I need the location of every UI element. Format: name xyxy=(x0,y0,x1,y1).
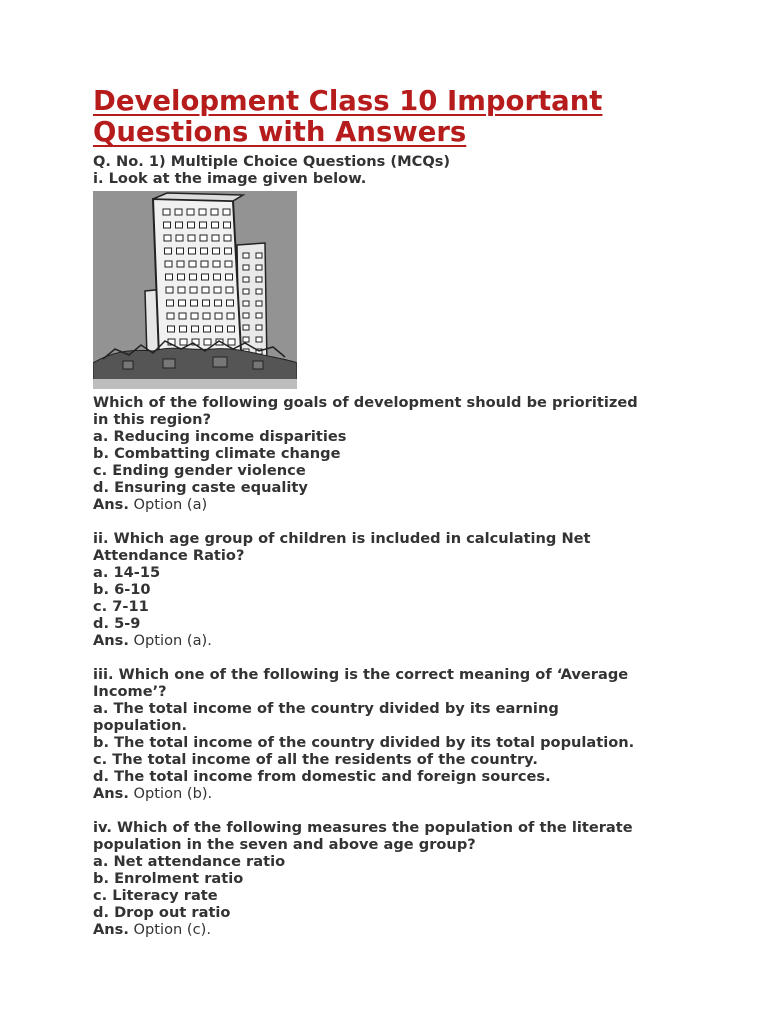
answer-label: Ans. xyxy=(93,632,129,649)
answer-option: b. Combatting climate change xyxy=(93,445,341,462)
answer-line xyxy=(93,496,693,513)
question-block xyxy=(93,666,693,819)
question-text: iii. Which one of the following is the correct meaning of ‘Average xyxy=(93,666,629,683)
answer-option: a. 14-15 xyxy=(93,564,161,581)
question-block xyxy=(93,394,693,530)
answer-line xyxy=(93,921,693,938)
question-block xyxy=(93,819,693,938)
question-text: iv. Which of the following measures the population of the literate xyxy=(93,819,633,836)
answer-option: b. Enrolment ratio xyxy=(93,870,244,887)
answer-option: b. 6-10 xyxy=(93,581,151,598)
answer-option: a. Net attendance ratio xyxy=(93,853,286,870)
question-text: Income’? xyxy=(93,683,167,700)
question-list xyxy=(93,394,693,938)
answer-label: Ans. xyxy=(93,921,129,938)
answer-text: Option (b). xyxy=(128,785,213,802)
answer-option: b. The total income of the country divided by its total population. xyxy=(93,734,635,751)
question-spacer xyxy=(93,513,693,530)
answer-label: Ans. xyxy=(93,785,129,802)
question-text: Which of the following goals of development should be prioritized xyxy=(93,394,638,411)
document-page xyxy=(93,86,693,938)
question-intro: i. Look at the image given below. xyxy=(93,170,367,187)
page-title: Development Class 10 Important Questions with Answers xyxy=(93,85,603,148)
section-heading: Q. No. 1) Multiple Choice Questions (MCQs) xyxy=(93,153,451,170)
answer-option: a. Reducing income disparities xyxy=(93,428,347,445)
question-text: in this region? xyxy=(93,411,212,428)
question-text: population in the seven and above age group? xyxy=(93,836,476,853)
answer-text: Option (a). xyxy=(128,632,212,649)
question-spacer xyxy=(93,802,693,819)
question-text: Attendance Ratio? xyxy=(93,547,245,564)
answer-option: d. Ensuring caste equality xyxy=(93,479,308,496)
question-spacer xyxy=(93,649,693,666)
answer-option: c. 7-11 xyxy=(93,598,149,615)
answer-line xyxy=(93,785,693,802)
answer-text: Option (c). xyxy=(128,921,211,938)
question-text: ii. Which age group of children is included in calculating Net xyxy=(93,530,591,547)
answer-option: d. The total income from domestic and foreign sources. xyxy=(93,768,551,785)
answer-option: c. Ending gender violence xyxy=(93,462,306,479)
answer-label: Ans. xyxy=(93,496,129,513)
answer-option: c. The total income of all the residents of the country. xyxy=(93,751,538,768)
answer-option: population. xyxy=(93,717,188,734)
answer-line xyxy=(93,632,693,649)
answer-option: a. The total income of the country divided by its earning xyxy=(93,700,559,717)
answer-option: c. Literacy rate xyxy=(93,887,218,904)
question-block xyxy=(93,530,693,666)
building-illustration-icon xyxy=(93,191,297,389)
answer-text: Option (a) xyxy=(128,496,208,513)
answer-option: d. 5-9 xyxy=(93,615,141,632)
answer-option: d. Drop out ratio xyxy=(93,904,231,921)
